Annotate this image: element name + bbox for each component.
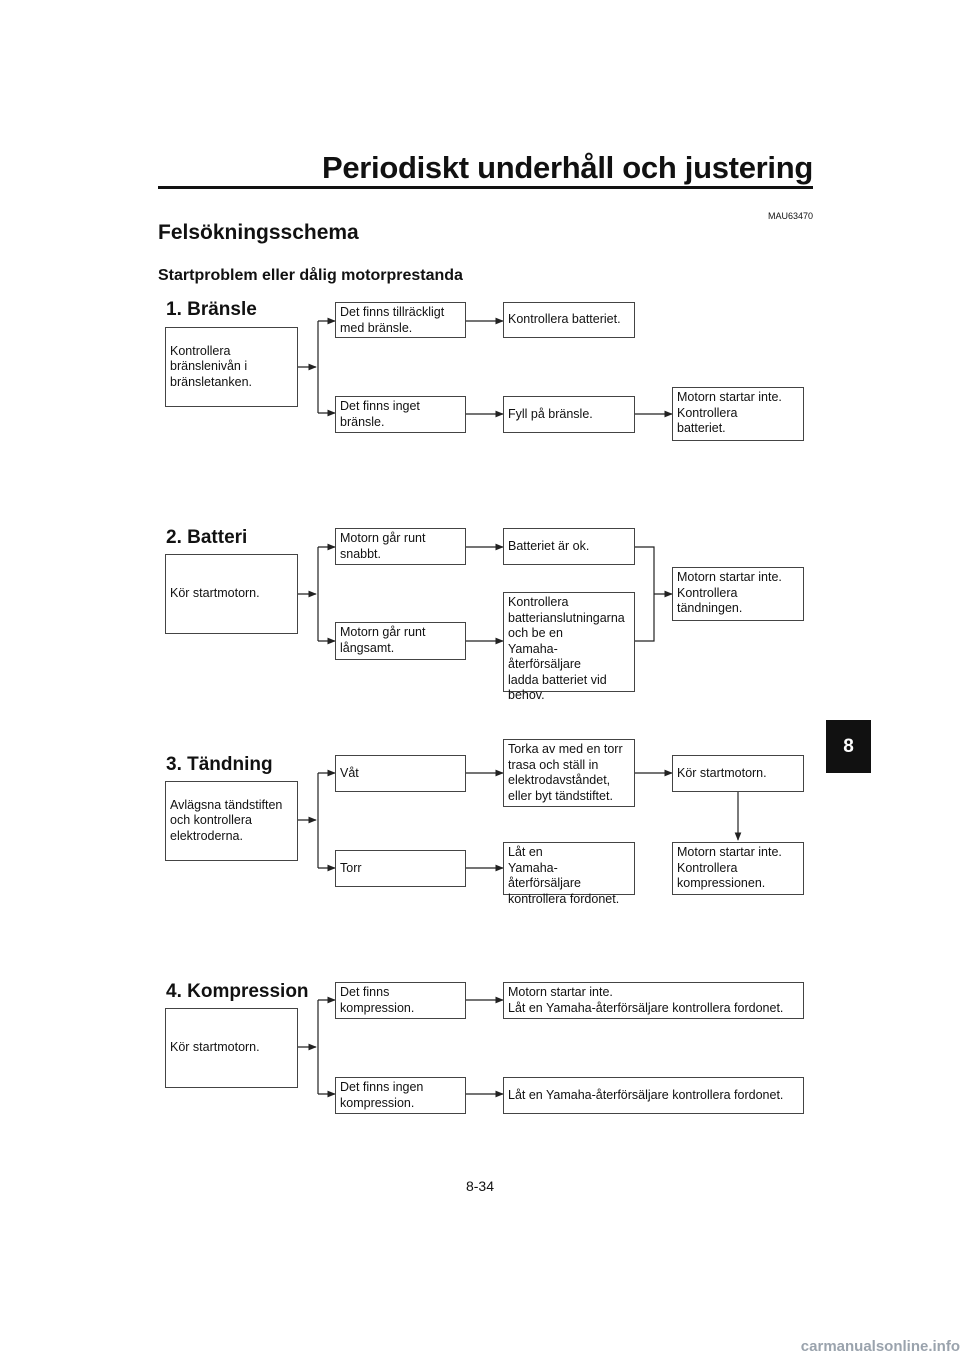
section-title-compression: 4. Kompression — [166, 981, 309, 1002]
page-number: 8-34 — [465, 1178, 495, 1194]
ignition-dry-box: Torr — [335, 850, 466, 887]
compression-check-box: Kör startmotorn. — [165, 1008, 298, 1088]
chapter-tab: 8 — [826, 720, 871, 773]
ignition-wet-box: Våt — [335, 755, 466, 792]
compression-yes-result-box: Motorn startar inte. Låt en Yamaha-återförsäljare kontrollera fordonet. — [503, 982, 804, 1019]
document-code: MAU63470 — [767, 211, 813, 221]
ignition-check-box: Avlägsna tändstiften och kontrollera elektroderna. — [165, 781, 298, 861]
watermark: carmanualsonline.info — [800, 1338, 960, 1355]
fuel-sufficient-box: Det finns tillräckligt med bränsle. — [335, 302, 466, 338]
battery-check-box: Kör startmotorn. — [165, 554, 298, 634]
fuel-check-box: Kontrollera bränslenivån i bränsletanken. — [165, 327, 298, 407]
battery-slow-box: Motorn går runt långsamt. — [335, 622, 466, 660]
ignition-result-box: Motorn startar inte. Kontrollera kompressionen. — [672, 842, 804, 895]
ignition-run-starter-box: Kör startmotorn. — [672, 755, 804, 792]
section-title-ignition: 3. Tändning — [166, 754, 273, 775]
battery-ok-box: Batteriet är ok. — [503, 528, 635, 565]
section-title-battery: 2. Batteri — [166, 527, 248, 548]
battery-fast-box: Motorn går runt snabbt. — [335, 528, 466, 565]
compression-no-box: Det finns ingen kompression. — [335, 1077, 466, 1114]
compression-yes-box: Det finns kompression. — [335, 982, 466, 1019]
compression-no-result-box: Låt en Yamaha-återförsäljare kontrollera fordonet. — [503, 1077, 804, 1114]
ignition-dealer-box: Låt en Yamaha-återförsäljare kontrollera fordonet. — [503, 842, 635, 895]
section-subheading: Startproblem eller dålig motorprestanda — [158, 267, 463, 284]
fuel-result-box: Motorn startar inte. Kontrollera batteriet. — [672, 387, 804, 441]
battery-result-box: Motorn startar inte. Kontrollera tändningen. — [672, 567, 804, 621]
battery-charge-box: Kontrollera batterianslutningarna och be en Yamaha-återförsäljare ladda batteriet vid behov. — [503, 592, 635, 692]
page-title: Periodiskt underhåll och justering — [321, 150, 813, 185]
fuel-refill-box: Fyll på bränsle. — [503, 396, 635, 433]
fuel-empty-box: Det finns inget bränsle. — [335, 396, 466, 433]
ignition-clean-box: Torka av med en torr trasa och ställ in elektrodavståndet, eller byt tändstiftet. — [503, 739, 635, 807]
section-heading: Felsökningsschema — [158, 221, 359, 244]
section-title-fuel: 1. Bränsle — [166, 299, 257, 320]
fuel-check-battery-box: Kontrollera batteriet. — [503, 302, 635, 338]
